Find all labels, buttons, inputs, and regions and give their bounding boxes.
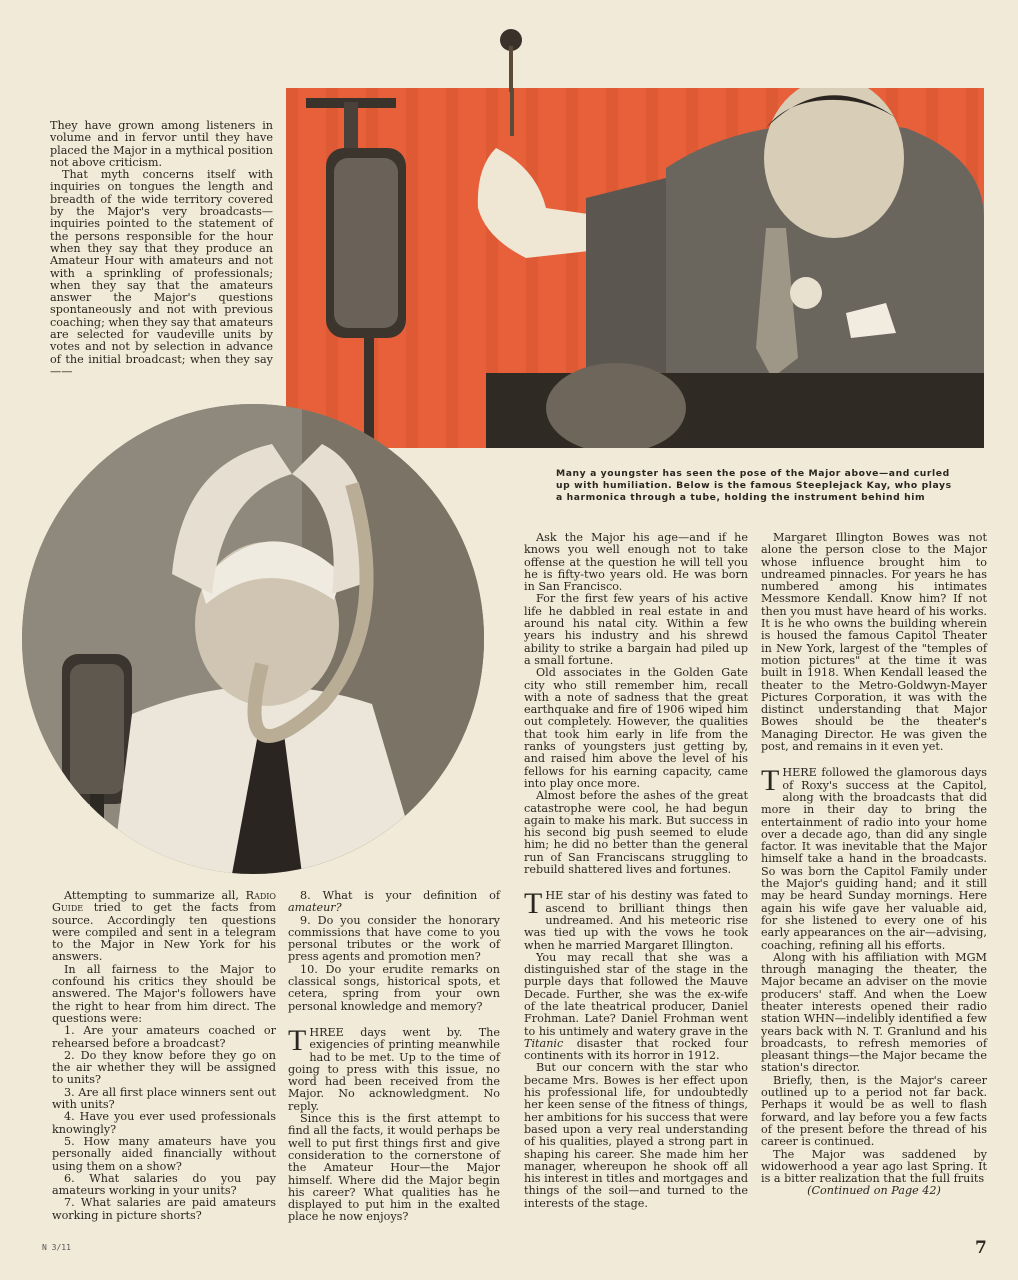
drop-cap: T (288, 1023, 307, 1057)
text-run: Titanic (524, 1036, 564, 1050)
text-run: HE star of his destiny was fated to ascend to brilliant things then undreamed. And his meteoric rise was tied up with the vows he took when he married Margaret Illington. (524, 889, 748, 952)
intro-paragraph: That myth concerns itself with inquiries on tongues the length and breadth of the wide territory covered by the Major's very broadcasts—inquiries pointed to the statement of the persons responsible for the hour when they say that they produce an Amateur Hour with amateurs and not with a sprinkling of professionals; when they say that the amateurs answer the Major's questions spontaneously and not with previous coaching; when they say that amateurs are selected for vaudeville units by votes and not by selection in advance of the initial broadcast; when they say—— (50, 168, 273, 378)
paragraph (524, 887, 748, 952)
text-run: Attempting to summarize all, (64, 889, 246, 902)
question-item: 10. Do your erudite remarks on classical songs, historical spots, et cetera, spring from your own personal knowledge and memory? (288, 962, 500, 1013)
steeplejack-kay-photo (22, 404, 484, 874)
question-item: 1. Are your amateurs coached or rehearsed before a broadcast? (52, 1024, 276, 1050)
paragraph: In all fairness to the Major to confound his critics they should be answered. The Major's followers have the right to hear from him direct. The questions were: (52, 962, 276, 1025)
major-bowes-photo (286, 88, 984, 448)
question-item: 5. How many amateurs have you personally aided financially without using them on a show? (52, 1134, 276, 1173)
paragraph (288, 1023, 500, 1113)
paragraph: Briefly, then, is the Major's career outlined up to a period not far back. Perhaps it would be as well to flash forward, and lay before you a few facts of the present before the thread of his career is continued. (761, 1073, 987, 1149)
paragraph: Since this is the first attempt to find all the facts, it would perhaps be well to put first things first and give consideration to the cornerstone of the Amateur Hour—the Major himself. Where did the Major begin his career? What qualities has he displayed to put him in the exalted place he now enjoys? (288, 1112, 500, 1224)
paragraph: Margaret Illington Bowes was not alone the person close to the Major whose influence brought him to undreamed pinnacles. For years he has numbered among his intimates Messmore Kendall. Know him? If not then you must have heard of his works. It is he who owns the building wherein is housed the famous Capitol Theater in New York, largest of the "temples of motion pictures" at the time it was built in 1918. When Kendall leased the theater to the Metro-Goldwyn-Mayer Pictures Corporation, it was with the distinct understanding that Major Bowes should be the theater's Managing Director. He was given the post, and remains in it even yet. (761, 531, 987, 754)
drop-cap: T (524, 887, 543, 921)
folio: N 3/11 (42, 1243, 71, 1252)
paragraph: Along with his affiliation with MGM through managing the theater, the Major became an adviser on the movie producers' staff. And when the Loew theater interests opened their radio station WHN—indelibly identified a few years back with N. T. Granlund and his broadcasts, to refresh memories of pleasant things—the Major became the station's director. (761, 950, 987, 1075)
text-run: amateur? (288, 901, 342, 915)
continued-note: (Continued on Page 42) (807, 1184, 941, 1198)
page-number: 7 (975, 1238, 987, 1258)
text-run: disaster that rocked four continents with its horror in 1912. (524, 1036, 748, 1063)
column-2 (288, 890, 500, 1224)
column-3 (524, 532, 748, 1210)
question-item: 7. What salaries are paid amateurs working in picture shorts? (52, 1196, 276, 1222)
text-run: HERE followed the glamorous days of Roxy's success at the Capitol, along with the broadcasts that did more in their day to bring the entertainment of radio into your home over a decade ago, than did any single factor. It was inevitable that the Major himself take a hand in the broadcasts. So was born the Capitol Family under the Major's guiding hand; and it still may be heard Sunday mornings. Here again his wife gave her valuable aid, for she listened to every one of his early appearances on the air—advising, coaching, refining all his efforts. (761, 766, 987, 952)
question-item: 2. Do they know before they go on the air whether they will be assigned to units? (52, 1048, 276, 1087)
intro-column (50, 120, 273, 378)
paragraph (52, 890, 276, 964)
paragraph: For the first few years of his active life he dabbled in real estate in and around his natal city. Within a few years his industry and his shrewd ability to strike a bargain had piled up a small fortune. (524, 592, 748, 667)
paragraph: Ask the Major his age—and if he knows you well enough not to take offense at the question he will tell you he is fifty-two years old. He was born in San Francisco. (524, 531, 748, 594)
major-bowes-illustration (286, 88, 984, 448)
question-item: 9. Do you consider the honorary commissions that have come to you personal tributes or the work of press agents and promotion men? (288, 913, 500, 964)
paragraph: Old associates in the Golden Gate city who still remember him, recall with a note of sadness that the great earthquake and fire of 1906 wiped him out completely. However, the qualities that took him early in life from the ranks of youngsters just getting by, and raised him above the level of his fellows for his earning capacity, came into play once more. (524, 666, 748, 790)
question-item (288, 890, 500, 915)
radio-guide-brand: Radio Guide (52, 889, 276, 915)
photo-caption: Many a youngster has seen the pose of the Major above—and curled up with humiliation. Below is the famous Steeplejack Kay, who plays a harmonica through a tube, holding the instrument behind him (556, 468, 952, 503)
text-run: You may recall that she was a distinguished star of the stage in the purple days that followed the Mauve Decade. Further, she was the ex-wife of the late theatrical producer, Daniel Frohman. Late? Daniel Frohman went to his untimely and watery grave in the (524, 950, 748, 1038)
paragraph (524, 952, 748, 1063)
intro-paragraph: They have grown among listeners in volume and in fervor until they have placed the Major in a mythical position not above criticism. (50, 119, 273, 169)
question-item: 4. Have you ever used professionals knowingly? (52, 1110, 276, 1136)
column-1 (52, 890, 276, 1222)
text-run: tried to get the facts from source. Accordingly ten questions were compiled and sent in a telegram to the Major in New York for his answers. (52, 901, 276, 964)
steeplejack-kay-illustration (22, 404, 484, 874)
question-item: 6. What salaries do you pay amateurs working in your units? (52, 1171, 276, 1198)
mallet-icon (496, 26, 526, 92)
paragraph: Almost before the ashes of the great catastrophe were cool, he had begun again to make his mark. But success in his second big push seemed to elude him; he did no better than the general run of San Franciscans struggling to rebuild shattered lives and fortunes. (524, 789, 748, 877)
paragraph: The Major was saddened by widowerhood a year ago last Spring. It is a bitter realization that the full fruits (761, 1147, 987, 1186)
paragraph (761, 764, 987, 952)
text-run: HREE days went by. The exigencies of printing meanwhile had to be met. Up to the time of going to press with this issue, no word had been received from the Major. No acknowledgment. No reply. (288, 1025, 500, 1113)
drop-cap: T (761, 764, 780, 798)
column-4 (761, 532, 987, 1198)
text-run: 8. What is your definition of (300, 889, 500, 902)
question-item: 3. Are all first place winners sent out with units? (52, 1085, 276, 1112)
paragraph: But our concern with the star who became Mrs. Bowes is her effect upon his professional life, for undoubtedly her keen sense of the fitness of things, her ambitions for his success that were based upon a very real understanding of his qualities, played a strong part in shaping his career. She made him her manager, whereupon he shook off all his interest in titles and mortgages and things of the soil—and turned to the interests of the stage. (524, 1061, 748, 1210)
